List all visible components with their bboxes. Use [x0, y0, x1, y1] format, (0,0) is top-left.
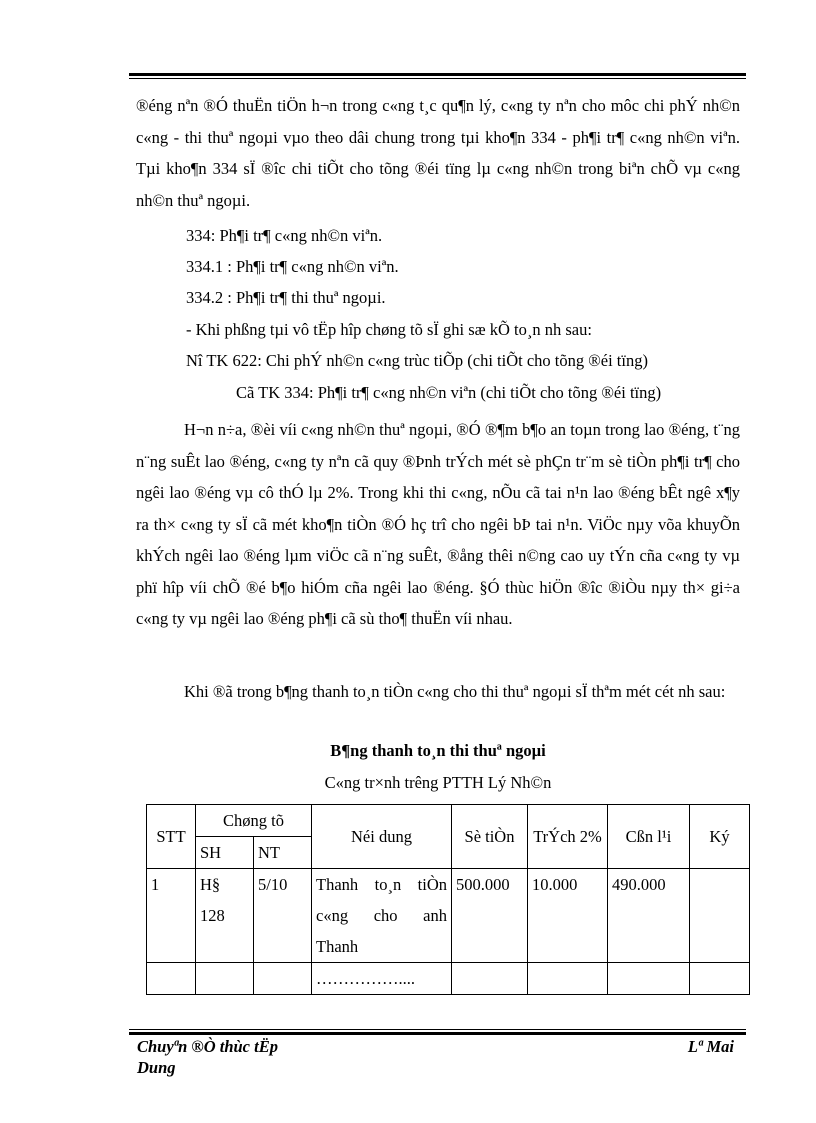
accounting-note-line: - Khi phßng tµi vô tËp hîp chøng tõ sÏ ghi sæ kÕ to¸n nh sau:: [186, 320, 592, 339]
header-stt: STT: [147, 805, 196, 869]
cell-content: Thanh to¸n tiÒn c«ng cho anh Thanh: [312, 869, 452, 963]
cell-sign: [690, 869, 750, 963]
header-sh: SH: [196, 837, 254, 869]
safety-paragraph: H¬n n÷a, ®èi víi c«ng nh©n thuª ngoµi, ®Ó ®¶m b¶o an toµn trong lao ®éng, t¨ng n¨ng suÊt lao ®éng, c«ng ty nªn cã quy ®Þnh trÝch mét sè phÇn tr¨m sè tiÒn ph¶i tr¶ cho ngêi lao ®éng vµ cô thÓ lµ 2%. Trong khi thi c«ng, nÕu cã tai n¹n lao ®éng bÊt ngê x¶y ra th× c«ng ty sÏ cã mét kho¶n tiÒn ®Ó hç trî cho ngêi bÞ tai n¹n. ViÖc nµy võa khuyÕn khÝch ngêi lao ®éng lµm viÖc cã n¨ng suÊt, ®ång thêi n©ng cao uy tÝn cña c«ng ty vµ phï hîp víi chÕ ®é b¶o hiÓm cña ngêi lao ®éng. §Ó thùc hiÖn ®îc ®iÒu nµy th× gi÷a c«ng ty vµ ngêi lao ®éng ph¶i cã sù tho¶ thuËn víi nhau.: [136, 420, 740, 628]
footer-author-surname: Dung: [137, 1058, 176, 1077]
credit-entry-line: Cã TK 334: Ph¶i tr¶ c«ng nh©n viªn (chi tiÕt cho tõng ®éi tïng): [236, 383, 662, 402]
cell-deduct: [528, 963, 608, 995]
table-title: B¶ng thanh to¸n thi thuª ngoµi: [330, 741, 546, 760]
account-3342-line: 334.2 : Ph¶i tr¶ thi thuª ngoµi.: [186, 288, 386, 307]
header-nt: NT: [254, 837, 312, 869]
debit-entry-line: Nî TK 622: Chi phÝ nh©n c«ng trùc tiÕp (chi tiÕt cho tõng ®éi tïng): [186, 351, 648, 370]
cell-nt: 5/10: [254, 869, 312, 963]
table-row: [147, 869, 750, 963]
closing-paragraph: Khi ®ã trong b¶ng thanh to¸n tiÒn c«ng cho thi thuª ngoµi sÏ thªm mét cét nh sau:: [184, 682, 726, 701]
footer-left: [137, 1036, 278, 1078]
payment-table: [146, 804, 750, 995]
table-subtitle: C«ng tr×nh trêng PTTH Lý Nh©n: [324, 773, 552, 792]
header-remaining: Cßn l¹i: [608, 805, 690, 869]
cell-amount: [452, 963, 528, 995]
cell-amount: 500.000: [452, 869, 528, 963]
cell-remaining: 490.000: [608, 869, 690, 963]
account-3341-line: 334.1 : Ph¶i tr¶ c«ng nh©n viªn.: [186, 257, 399, 276]
table-header-row: [147, 805, 750, 837]
cell-stt: 1: [147, 869, 196, 963]
cell-content: ……………....: [312, 963, 452, 995]
table-row: [147, 963, 750, 995]
intro-paragraph: ®éng nªn ®Ó thuËn tiÖn h¬n trong c«ng t¸c qu¶n lý, c«ng ty nªn cho môc chi phÝ nh©n c«ng - thi thuª ngoµi vµo theo dâi chung trong tµi kho¶n 334 - ph¶i tr¶ c«ng nh©n viªn. Tµi kho¶n 334 sÏ ®îc chi tiÕt cho tõng ®éi tïng lµ c«ng nh©n trong biªn chÕ vµ c«ng nh©n thuª ngoµi.: [136, 96, 740, 210]
footer-topic: Chuyªn ®Ò thùc tËp: [137, 1037, 278, 1056]
footer-rule: [129, 1029, 746, 1035]
header-sign: Ký: [690, 805, 750, 869]
cell-deduct: 10.000: [528, 869, 608, 963]
cell-sh: H§ 128: [196, 869, 254, 963]
header-deduct: TrÝch 2%: [528, 805, 608, 869]
header-content: Néi dung: [312, 805, 452, 869]
cell-sh: [196, 963, 254, 995]
cell-stt: [147, 963, 196, 995]
footer-author-name: Lª Mai: [687, 1037, 734, 1056]
header-voucher: Chøng tõ: [196, 805, 312, 837]
account-334-line: 334: Ph¶i tr¶ c«ng nh©n viªn.: [186, 226, 383, 245]
header-amount: Sè tiÒn: [452, 805, 528, 869]
cell-remaining: [608, 963, 690, 995]
cell-nt: [254, 963, 312, 995]
cell-sign: [690, 963, 750, 995]
header-rule: [129, 73, 746, 79]
